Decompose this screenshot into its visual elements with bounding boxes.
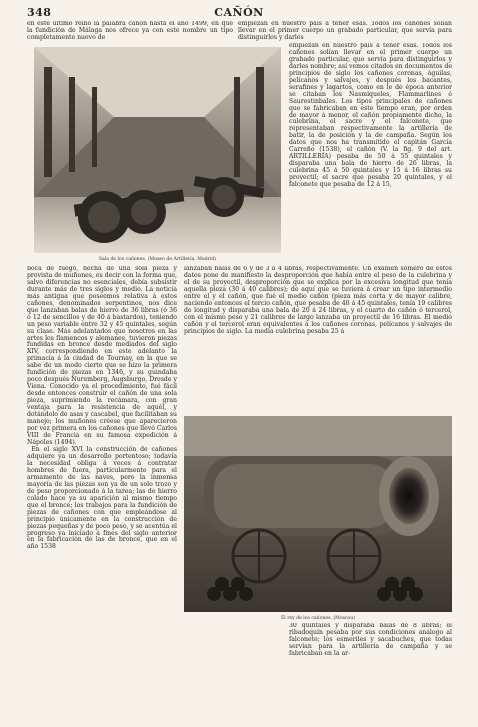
top-right-paragraph-head: empiezan en nuestro país á tener esas. Todos los cañones solían llevar en el primer cuerpo un grabado particular, que servía para distinguirlos y darles	[238, 21, 452, 41]
left-paragraph-1: boca de fuego, hecha de una sola pieza y provista de muñones, es decir con la forma que, salvo diferencias no esenciales, debía subsistir durante más de tres siglos y medio. La noticia más antigua que poseemos relativa á estos cañones, denominados serpentinos, nos dice que lanzaban balas de hierro de 36 libras (ó 36 ó 12 de sencillos y de 40 á bastardos), teniendo un peso variable entre 32 y 45 quintales, según su clase. Más adelantados que nosotros en las artes los flamencos y alemanes, tuvieron piezas fundidas en bronce desde mediados del siglo XIV, correspondiendo en este adelanto la primacía á la ciudad de Tournay, en la que se sabe de un modo cierto que se hizo la primera fundición de piezas en 1346, y su guindaba poco después Nuremberg, Augsburgo, Dresde y Viena. Conocido ya el procedimiento, fué fácil desde entonces construir el cañón de una sola pieza, suprimiendo la recámara, con gran ventaja para la resistencia de aquél, y dotándolo de asas y cascabel, que facilitaban su manejo; los muñones créese que aparecieron por vez primera en los cañones que llevó Carlos VIII de Francia en su famosa expedición á Nápoles (1494).	[27, 266, 177, 446]
left-column-lower	[27, 266, 177, 711]
right-column-mid	[184, 266, 452, 412]
page-number: 348	[27, 6, 52, 19]
photo-caption-1: Sala de los cañones. (Museo de Artillería. Madrid)	[98, 257, 217, 262]
tsar-cannon-illustration	[184, 416, 452, 612]
left-paragraph-2: En el siglo XVI la construcción de cañones adquiere ya un desarrollo portentoso; todavía la necesidad obliga á veces á contratar hombres de fuera, particularmente para el armamento de las naves, pero la inmensa mayoría de las piezas son ya de un solo trozo y de peso proporcionado á la tarea; las de hierro colado hace ya su aparición al mismo tiempo que el bronce; los trabajos para la fundición de piezas de cañones con que empleándose al principio únicamente en la construcción de piezas pequeñas y de poco peso, y se acentúa el progreso ya iniciado á fines del siglo anterior en la fabricación de las de bronce, que en el año 1538	[27, 446, 177, 551]
right-column-upper-paragraph: empiezan en nuestro país á tener esas. Todos los cañones solían llevar en el primer cuerpo un grabado particular, que servía para distinguirlos y darles nombre; así vemos citados en documentos de principios de siglo los cañones coronas, águilas, pelícanos y salvajes, y después los bacantes, serafines y lagartos, como en le de época anterior se citaban los Nasmiqueles, Flammarlines ó Saurestinbales. Los tipos principales de cañones que se fabricaban en este tiempo eran, por orden de mayor á menor, el cañón propiamente dicho, la culebrina, el sacre y el falconete, que representaban respectivamente la artillería de batir, la de posición y la de campaña. Según los datos que nos ha transmitido el capitán García Carreño (1538), el cañón (V. la fig. 9 del art. ARTILLERÍA) pesaba de 50 á 55 quintales y disparaba una bala de hierro de 26 libras, la culebrina 45 á 50 quintales y 15 á 16 libras su proyectil; el sacre que pesaba 20 quintales, y el falconete que pesaba de 12 á 15,	[289, 43, 452, 189]
right-paragraph-lower: 30 quintales y disparaba balas de 8 libras; el ribadoquín pesaba por sus condiciones análogo al falconete; los esmeriles y sacabuches, que todas servían para la artillería de campaña y se fabricaban en la ar-	[289, 623, 452, 657]
photo-caption-2: El rey de los cañones. (Moscou)	[280, 616, 356, 621]
right-paragraph-mid: lanzaban balas de 6 y de 3 á 4 libras, respectivamente. Un examen somero de estos datos pone de manifiesto la desproporción que había entre el peso de la culebrina y el de su proyectil, desproporción que se explica por la excesiva longitud que tenía aquella pieza (30 á 40 calibres); de aquí que se tuviera á crear un tipo intermedio entre el y el cañón, que fué el medio cañón (pieza más corta y de mayor calibre, naciendo entonces el tercio cañón, que pesaba de 40 á 45 quintales, tenía 19 calibres de longitud y disparaba una bala de 20 á 24 libras, y el cuarto de cañón ó tercerol, con el mismo peso y 21 calibres de largo lanzaba un proyectil de 16 libras. El medio cañón y el tercerol eran equivalentes á los cañones coronas, pelícanos y salvajes de principios de siglo. La media culebrina pesaba 25 á	[184, 266, 452, 335]
photo-rey-de-los-canones	[184, 416, 452, 612]
top-left-paragraph: en este último reino la palabra cañón hasta el año 1499, en que la fundición de Málaga nos ofrece ya con este nombre un tipo completamente nuevo de	[27, 21, 233, 41]
top-right-column-head	[238, 21, 452, 43]
right-column-lower	[289, 623, 452, 713]
page-title: CAÑÓN	[214, 6, 264, 19]
museum-hall-illustration	[34, 47, 281, 253]
right-column-upper	[289, 43, 452, 268]
photo-sala-de-canones	[34, 47, 281, 253]
top-left-column	[27, 21, 233, 43]
